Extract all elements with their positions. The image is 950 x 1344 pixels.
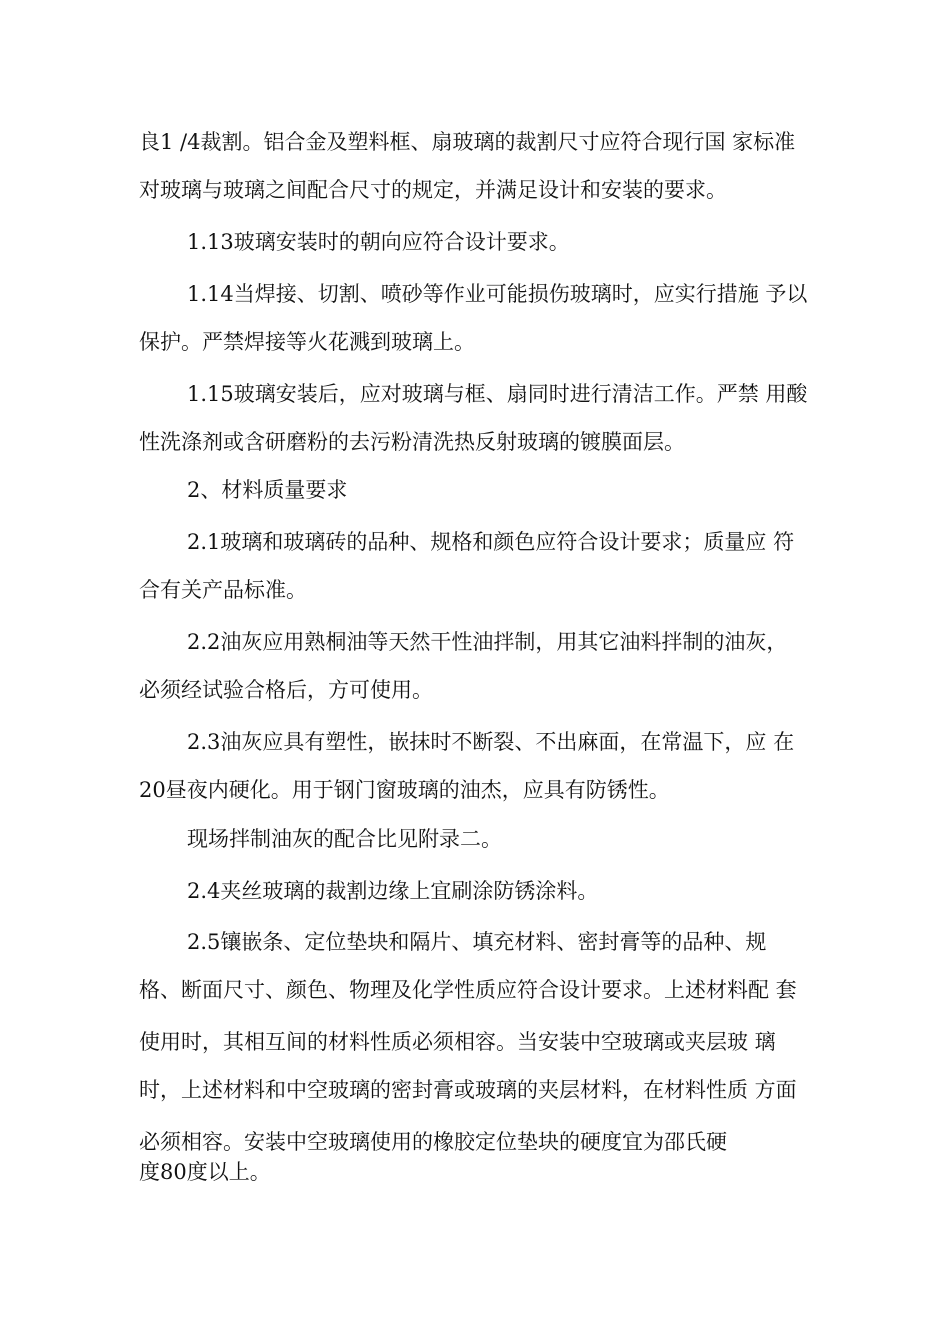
text-line: 2.5镶嵌条、定位垫块和隔片、填充材料、密封膏等的品种、规: [187, 930, 767, 954]
section-heading: 2、材料质量要求: [187, 478, 348, 502]
text-line: 性洗涤剂或含研磨粉的去污粉清洗热反射玻璃的镀膜面层。: [139, 430, 685, 454]
text-line: 1.14当焊接、切割、喷砂等作业可能损伤玻璃时，应实行措施 予以: [187, 282, 808, 306]
text-line: 合有关产品标准。: [139, 578, 307, 602]
text-line: 必须经试验合格后，方可使用。: [139, 678, 433, 702]
text-line: 1.13玻璃安装时的朝向应符合设计要求。: [187, 230, 570, 254]
text-line: 1.15玻璃安装后，应对玻璃与框、扇同时进行清洁工作。严禁 用酸: [187, 382, 808, 406]
text-line: 时，上述材料和中空玻璃的密封膏或玻璃的夹层材料，在材料性质 方面: [139, 1078, 797, 1102]
text-line: 20昼夜内硬化。用于钢门窗玻璃的油杰，应具有防锈性。: [139, 778, 670, 802]
text-line: 2.1玻璃和玻璃砖的品种、规格和颜色应符合设计要求；质量应 符: [187, 530, 795, 554]
text-line: 2.4夹丝玻璃的裁割边缘上宜刷涂防锈涂料。: [187, 879, 599, 903]
text-line: 使用时，其相互间的材料性质必须相容。当安装中空玻璃或夹层玻 璃: [139, 1030, 776, 1054]
text-line: 格、断面尺寸、颜色、物理及化学性质应符合设计要求。上述材料配 套: [139, 978, 797, 1002]
text-line: 2.2油灰应用熟桐油等天然干性油拌制，用其它油料拌制的油灰，: [187, 630, 788, 654]
text-line: 良1 /4裁割。铝合金及塑料框、扇玻璃的裁割尺寸应符合现行国 家标准: [139, 130, 796, 154]
text-line: 度80度以上。: [139, 1160, 271, 1184]
text-line: 现场拌制油灰的配合比见附录二。: [187, 827, 502, 851]
text-line: 保护。严禁焊接等火花溅到玻璃上。: [139, 330, 475, 354]
text-line: 对玻璃与玻璃之间配合尺寸的规定，并满足设计和安装的要求。: [139, 178, 727, 202]
text-line: 必须相容。安装中空玻璃使用的橡胶定位垫块的硬度宜为邵氏硬: [139, 1130, 727, 1154]
text-line: 2.3油灰应具有塑性，嵌抹时不断裂、不出麻面，在常温下，应 在: [187, 730, 795, 754]
